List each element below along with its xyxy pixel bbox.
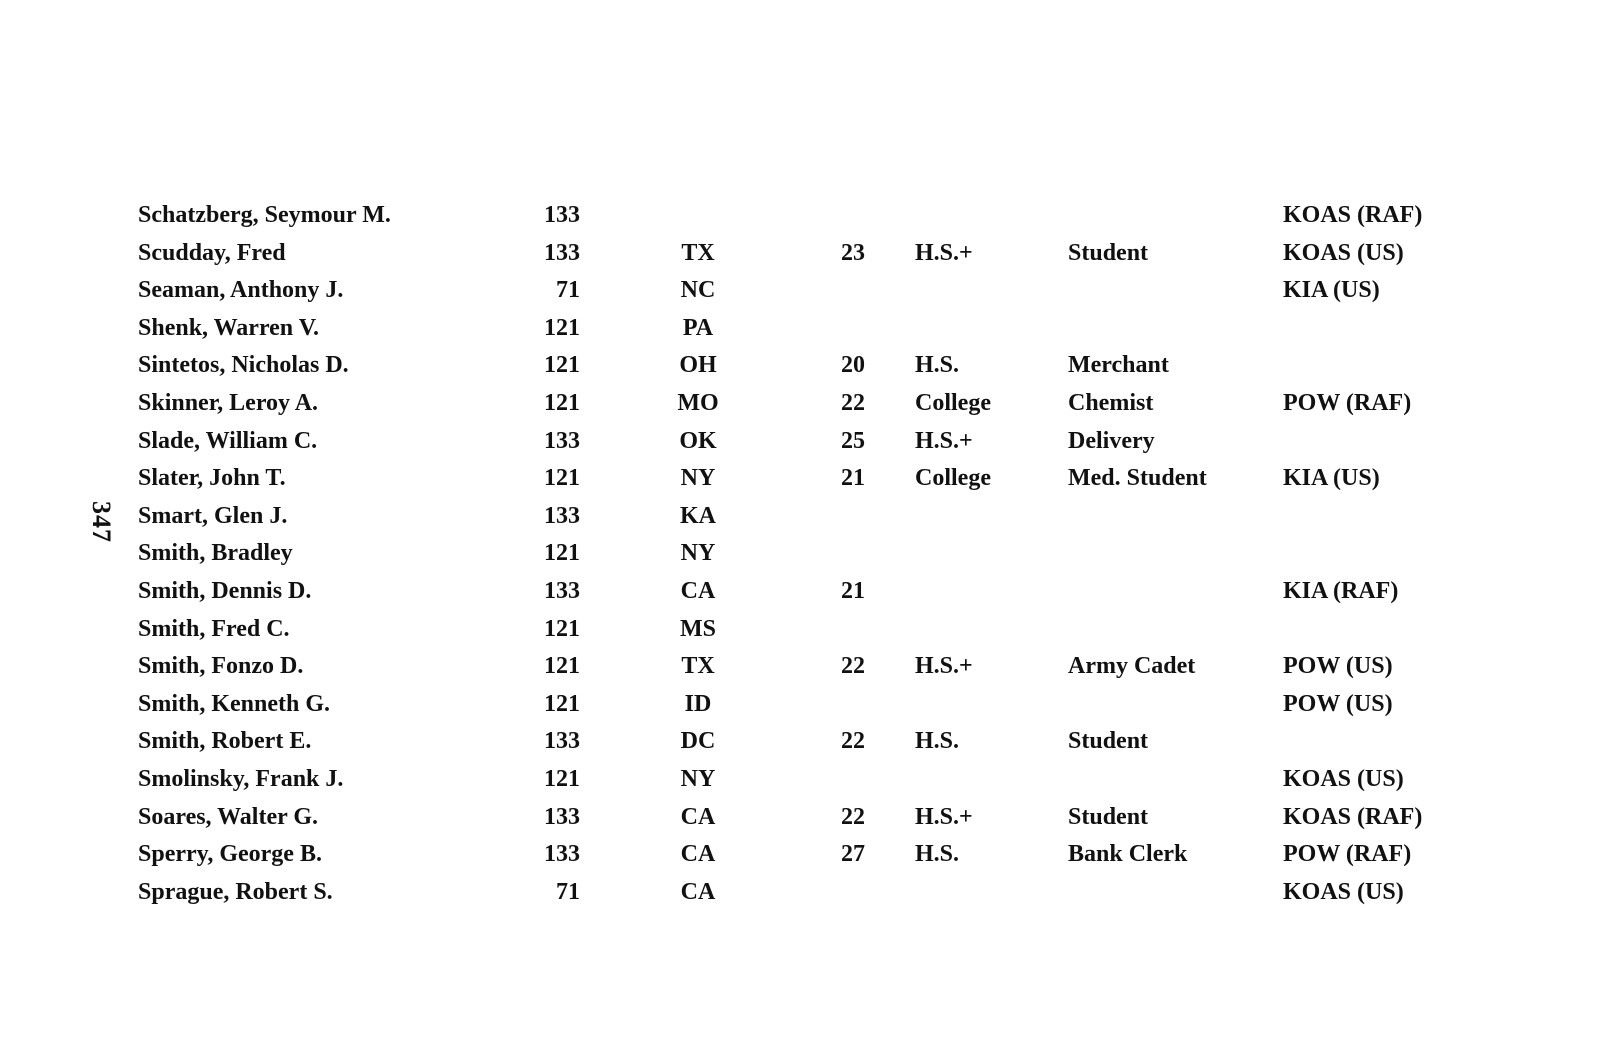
name-cell: Smith, Bradley	[138, 540, 293, 567]
occupation-cell: Student	[1068, 239, 1149, 266]
state-cell: KA	[680, 502, 716, 529]
state-cell: NC	[680, 277, 716, 304]
unit-cell: 121	[544, 389, 580, 416]
table-row	[138, 764, 1468, 802]
unit-cell: 121	[544, 352, 580, 379]
table-row	[138, 238, 1468, 276]
age-cell: 21	[841, 577, 865, 604]
name-cell: Sprague, Robert S.	[138, 878, 333, 905]
unit-cell: 121	[544, 765, 580, 792]
fate-cell: POW (RAF)	[1283, 841, 1412, 868]
state-cell: MO	[677, 389, 719, 416]
table-row	[138, 614, 1468, 652]
education-cell: H.S.	[915, 352, 960, 379]
age-cell: 20	[841, 352, 865, 379]
table-row	[138, 426, 1468, 464]
table-row	[138, 388, 1468, 426]
fate-cell: KOAS (US)	[1283, 878, 1404, 905]
unit-cell: 121	[544, 690, 580, 717]
fate-cell: KOAS (US)	[1283, 239, 1404, 266]
fate-cell: KOAS (US)	[1283, 765, 1404, 792]
fate-cell: POW (RAF)	[1283, 389, 1412, 416]
fate-cell: KIA (RAF)	[1283, 577, 1399, 604]
unit-cell: 133	[544, 577, 580, 604]
age-cell: 22	[841, 728, 865, 755]
state-cell: TX	[681, 239, 715, 266]
state-cell: MS	[680, 615, 716, 642]
name-cell: Soares, Walter G.	[138, 803, 318, 830]
unit-cell: 121	[544, 615, 580, 642]
unit-cell: 133	[544, 502, 580, 529]
name-cell: Skinner, Leroy A.	[138, 389, 319, 416]
fate-cell: KOAS (RAF)	[1283, 202, 1423, 228]
occupation-cell: Student	[1068, 728, 1149, 755]
name-cell: Slade, William C.	[138, 427, 318, 454]
table-row	[138, 275, 1468, 313]
table-row	[138, 538, 1468, 576]
education-cell: H.S.+	[915, 239, 973, 266]
state-cell: NY	[680, 465, 716, 492]
fate-cell: KOAS (RAF)	[1283, 803, 1423, 830]
age-cell: 22	[841, 803, 865, 830]
name-cell: Schatzberg, Seymour M.	[138, 202, 391, 228]
unit-cell: 133	[544, 803, 580, 830]
table-row	[138, 501, 1468, 539]
name-cell: Sintetos, Nicholas D.	[138, 352, 349, 379]
name-cell: Smith, Fred C.	[138, 615, 290, 642]
name-cell: Sperry, George B.	[138, 841, 322, 868]
table-row	[138, 200, 1468, 238]
age-cell: 25	[841, 427, 865, 454]
unit-cell: 121	[544, 465, 580, 492]
table-row	[138, 576, 1468, 614]
education-cell: H.S.+	[915, 427, 973, 454]
occupation-cell: Chemist	[1068, 389, 1154, 416]
occupation-cell: Bank Clerk	[1068, 841, 1188, 868]
occupation-cell: Med. Student	[1068, 465, 1207, 492]
name-cell: Smith, Kenneth G.	[138, 690, 331, 717]
age-cell: 27	[841, 841, 865, 868]
table-row	[138, 350, 1468, 388]
unit-cell: 121	[544, 540, 580, 567]
state-cell: DC	[680, 728, 716, 755]
occupation-cell: Army Cadet	[1068, 653, 1196, 680]
state-cell: OK	[679, 427, 717, 454]
name-cell: Smith, Fonzo D.	[138, 653, 304, 680]
unit-cell: 133	[544, 841, 580, 868]
unit-cell: 133	[544, 728, 580, 755]
table-row	[138, 802, 1468, 840]
state-cell: ID	[684, 690, 712, 717]
table-row	[138, 839, 1468, 877]
table-row	[138, 877, 1468, 915]
page-number: 347	[87, 501, 116, 543]
fate-cell: KIA (US)	[1283, 277, 1380, 304]
table-row	[138, 463, 1468, 501]
state-cell: TX	[681, 653, 715, 680]
state-cell: CA	[680, 577, 716, 604]
education-cell: H.S.	[915, 841, 960, 868]
name-cell: Smith, Dennis D.	[138, 577, 312, 604]
education-cell: College	[915, 465, 991, 492]
table-row	[138, 726, 1468, 764]
age-cell: 22	[841, 389, 865, 416]
name-cell: Slater, John T.	[138, 465, 286, 492]
roster-table	[138, 200, 1468, 914]
table-row	[138, 313, 1468, 351]
state-cell: OH	[679, 352, 717, 379]
unit-cell: 133	[544, 427, 580, 454]
fate-cell: KIA (US)	[1283, 465, 1380, 492]
unit-cell: 71	[556, 878, 580, 905]
state-cell: CA	[680, 803, 716, 830]
state-cell: PA	[682, 314, 714, 341]
fate-cell: POW (US)	[1283, 653, 1393, 680]
occupation-cell: Delivery	[1068, 427, 1155, 454]
name-cell: Scudday, Fred	[138, 239, 286, 266]
unit-cell: 133	[544, 202, 580, 228]
age-cell: 22	[841, 653, 865, 680]
unit-cell: 121	[544, 314, 580, 341]
occupation-cell: Student	[1068, 803, 1149, 830]
education-cell: H.S.	[915, 728, 960, 755]
table-row	[138, 689, 1468, 727]
unit-cell: 71	[556, 277, 580, 304]
name-cell: Seaman, Anthony J.	[138, 277, 344, 304]
age-cell: 23	[841, 239, 865, 266]
age-cell: 21	[841, 465, 865, 492]
unit-cell: 133	[544, 239, 580, 266]
state-cell: NY	[680, 540, 716, 567]
education-cell: H.S.+	[915, 653, 973, 680]
fate-cell: POW (US)	[1283, 690, 1393, 717]
name-cell: Shenk, Warren V.	[138, 314, 319, 341]
unit-cell: 121	[544, 653, 580, 680]
state-cell: CA	[680, 841, 716, 868]
name-cell: Smolinsky, Frank J.	[138, 765, 344, 792]
table-row	[138, 651, 1468, 689]
name-cell: Smart, Glen J.	[138, 502, 288, 529]
name-cell: Smith, Robert E.	[138, 728, 312, 755]
education-cell: H.S.+	[915, 803, 973, 830]
education-cell: College	[915, 389, 991, 416]
state-cell: CA	[680, 878, 716, 905]
state-cell: NY	[680, 765, 716, 792]
occupation-cell: Merchant	[1068, 352, 1169, 379]
